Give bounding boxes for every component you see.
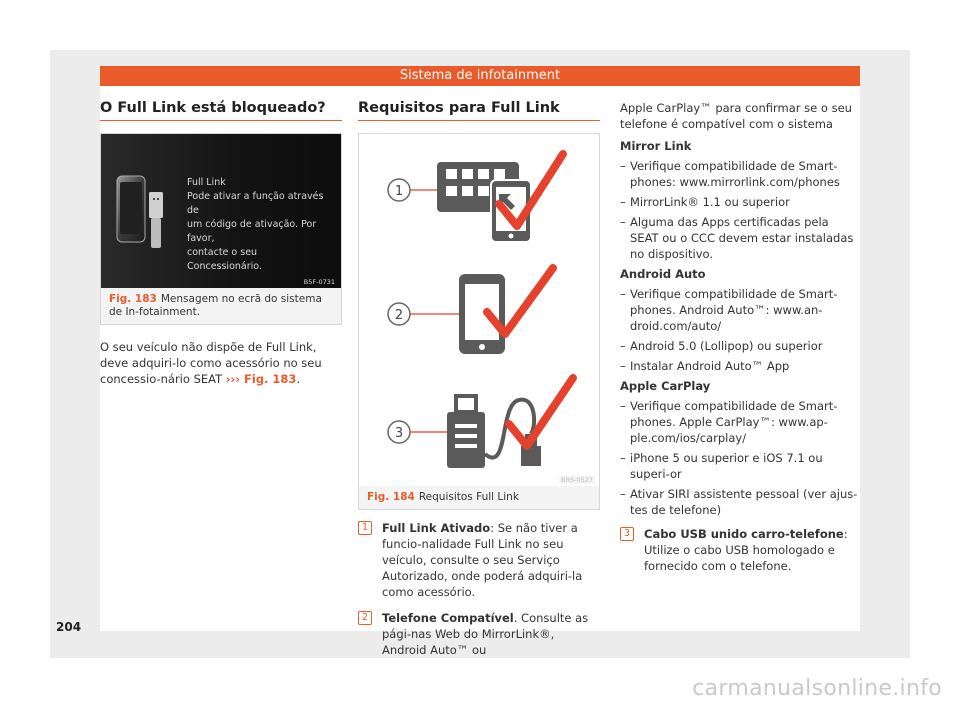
list-item: – Verifique compatibilidade de Smart-phones. Apple CarPlay™: www.ap-ple.com/ios/carplay/: [620, 398, 860, 446]
watermark: carmanualsonline.info: [692, 676, 942, 701]
requirements-illustration: [359, 134, 599, 486]
page-number: 204: [56, 620, 82, 634]
middle-column: [358, 96, 600, 658]
requirement-item-3: 3 Cabo USB unido carro-telefone: Utilize o cabo USB homologado e fornecido com o telefone.: [620, 526, 860, 574]
figure-caption: Fig. 184 Requisitos Full Link: [359, 486, 599, 509]
intro-text: Apple CarPlay™ para confirmar se o seu telefone é compatível com o sistema: [620, 101, 852, 131]
usb-cable-icon: [447, 396, 541, 468]
group-heading-apple-carplay: Apple CarPlay: [620, 379, 711, 393]
group-heading-android-auto: Android Auto: [620, 267, 706, 281]
list-item: – Android 5.0 (Lollipop) ou superior: [620, 338, 860, 354]
callout-2-label: 2: [394, 308, 404, 323]
requirements-diagram: [359, 134, 599, 486]
figure-183: [100, 133, 342, 325]
requirement-item-2: 2 Telefone Compatível. Consulte as pági-nas Web do MirrorLink®, Android Auto™ ou: [358, 610, 600, 658]
right-column: [620, 100, 860, 574]
infotainment-screen-image: [101, 134, 341, 288]
group-heading-mirror-link: Mirror Link: [620, 139, 692, 153]
figure-reference-link[interactable]: ››› Fig. 183: [225, 372, 297, 386]
requirement-item-1: 1 Full Link Ativado: Se não tiver a funcio-nalidade Full Link no seu veículo, consulte o seu Serviço Autorizado, onde poderá adquiri-la como acessório.: [358, 520, 600, 600]
figure-code: B5F-0731: [303, 278, 335, 286]
list-item: – Verifique compatibilidade de Smart-phones: www.mirrorlink.com/phones: [620, 158, 860, 190]
figure-caption: Fig. 183 Mensagem no ecrã do sistema de In-fotainment.: [101, 288, 341, 324]
figure-code: BRS-0527: [561, 476, 593, 484]
figure-number: Fig. 184: [367, 491, 415, 503]
item-number-badge: 2: [358, 611, 372, 625]
phone-icon-2: [459, 274, 505, 354]
left-column: [100, 96, 342, 387]
list-item: – iPhone 5 ou superior e iOS 7.1 ou superi-or: [620, 450, 860, 482]
list-item: – Verifique compatibilidade de Smart-phones. Android Auto™: www.an-droid.com/auto/: [620, 286, 860, 334]
callout-1-label: 1: [394, 184, 404, 199]
section-title-requirements: Requisitos para Full Link: [358, 96, 600, 121]
list-item: – MirrorLink® 1.1 ou superior: [620, 194, 860, 210]
figure-184: [358, 133, 600, 510]
item-number-badge: 1: [358, 521, 372, 535]
list-item: – Instalar Android Auto™ App: [620, 358, 860, 374]
callout-3-label: 3: [394, 426, 404, 441]
item-number-badge: 3: [620, 527, 634, 541]
figure-number: Fig. 183: [109, 293, 157, 305]
checkmark-3: [509, 378, 573, 446]
body-paragraph: O seu veículo não dispõe de Full Link, deve adquiri-lo como acessório no seu concessio-nário SEAT ››› Fig. 183.: [100, 340, 322, 386]
phone-usb-icon: [113, 174, 173, 274]
section-title-full-link-blocked: O Full Link está bloqueado?: [100, 96, 342, 121]
list-item: – Ativar SIRI assistente pessoal (ver ajus-tes de telefone): [620, 486, 860, 518]
chapter-header: Sistema de infotainment: [100, 66, 860, 86]
list-item: – Alguma das Apps certificadas pela SEAT ou o CCC devem estar instaladas no dispositivo.: [620, 214, 860, 262]
screen-message: Full Link Pode ativar a função através de um código de ativação. Por favor, contacte o seu Concessionário.: [187, 177, 324, 272]
